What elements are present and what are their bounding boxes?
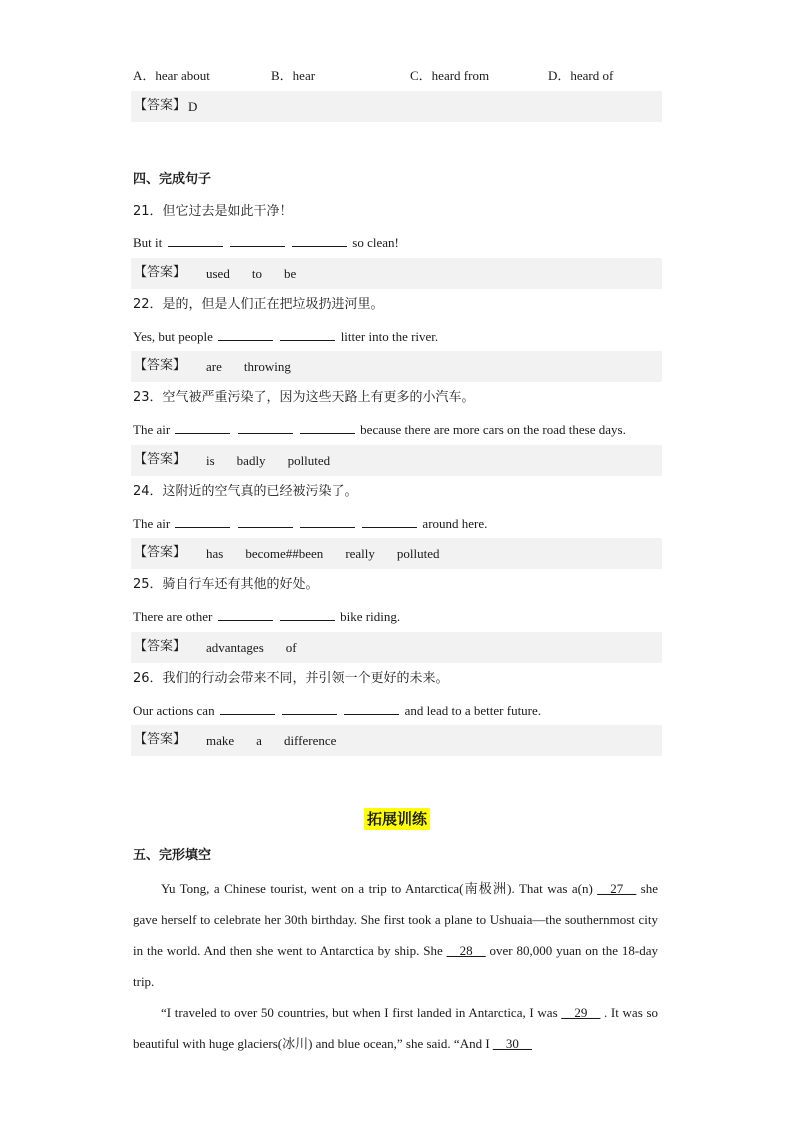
section-title: 五、完形填空 bbox=[133, 848, 212, 863]
answer-box bbox=[131, 91, 662, 122]
blank bbox=[280, 607, 335, 621]
answer-values: are throwing bbox=[206, 359, 291, 374]
answer-label: 【答案】 bbox=[134, 639, 187, 654]
section-banner: 拓展训练 bbox=[364, 808, 430, 830]
blank bbox=[218, 327, 273, 341]
blank bbox=[362, 514, 417, 528]
blank bbox=[238, 514, 293, 528]
question-prompt: 23．空气被严重污染了，因为这些天路上有更多的小汽车。 bbox=[133, 390, 475, 405]
blank bbox=[344, 701, 399, 715]
blank bbox=[300, 514, 355, 528]
answer-box bbox=[131, 538, 662, 569]
question-sentence: But it so clean! bbox=[133, 235, 399, 250]
question-prompt: 25．骑自行车还有其他的好处。 bbox=[133, 577, 319, 592]
question-sentence: Our actions can and lead to a better future. bbox=[133, 703, 542, 718]
option-d: D．heard of bbox=[548, 68, 614, 83]
answer-value: D bbox=[188, 99, 198, 114]
question-prompt: 26．我们的行动会带来不同，并引领一个更好的未来。 bbox=[133, 671, 449, 686]
blank bbox=[230, 233, 285, 247]
question-sentence: Yes, but people litter into the river. bbox=[133, 329, 439, 344]
cloze-paragraph: Yu Tong, a Chinese tourist, went on a trip to Antarctica(南极洲). That was a(n) __27__ she gave herself to celebrate her 30th birthday. She first took a plane to Ushuaia—the southernmost city in the world. And then she went to Antarctica by ship. She __28__ over 80,000 yuan on the 18-day trip. bbox=[133, 881, 658, 989]
answer-box bbox=[131, 632, 662, 663]
blank-29: __29__ bbox=[561, 1005, 601, 1020]
question-prompt: 21．但它过去是如此干净！ bbox=[133, 204, 293, 219]
answer-box bbox=[131, 445, 662, 476]
answer-label: 【答案】 bbox=[134, 732, 187, 747]
option-b: B．hear bbox=[271, 68, 316, 83]
question-sentence: There are other bike riding. bbox=[133, 609, 401, 624]
answer-label: 【答案】 bbox=[134, 452, 187, 467]
blank-27: __27__ bbox=[597, 881, 637, 896]
blank bbox=[175, 514, 230, 528]
blank bbox=[238, 420, 293, 434]
section-title: 四、完成句子 bbox=[133, 172, 212, 187]
option-a: A．hear about bbox=[133, 68, 210, 83]
blank bbox=[280, 327, 335, 341]
answer-values: has become##been really polluted bbox=[206, 546, 440, 561]
answer-values: make a difference bbox=[206, 733, 337, 748]
question-prompt: 24．这附近的空气真的已经被污染了。 bbox=[133, 484, 358, 499]
question-prompt: 22．是的，但是人们正在把垃圾扔进河里。 bbox=[133, 297, 384, 312]
answer-label: 【答案】 bbox=[134, 545, 187, 560]
blank bbox=[218, 607, 273, 621]
blank-30: __30__ bbox=[492, 1036, 532, 1051]
answer-values: is badly polluted bbox=[206, 453, 331, 468]
blank bbox=[220, 701, 275, 715]
cloze-paragraph: “I traveled to over 50 countries, but when I first landed in Antarctica, I was __29__ . It was so beautiful with huge glaciers(冰川) and blue ocean,” she said. “And I __30__ bbox=[133, 1005, 659, 1051]
question-sentence: The air around here. bbox=[133, 516, 488, 531]
answer-box bbox=[131, 351, 662, 382]
question-sentence: The air because there are more cars on the road these days. bbox=[133, 422, 626, 437]
blank bbox=[168, 233, 223, 247]
blank bbox=[282, 701, 337, 715]
blank-28: __28__ bbox=[446, 943, 486, 958]
answer-label: 【答案】 bbox=[134, 265, 187, 280]
blank bbox=[292, 233, 347, 247]
answer-values: advantages of bbox=[206, 640, 297, 655]
answer-box bbox=[131, 258, 662, 289]
blank bbox=[175, 420, 230, 434]
blank bbox=[300, 420, 355, 434]
answer-label: 【答案】 bbox=[134, 98, 187, 113]
answer-values: used to be bbox=[206, 266, 297, 281]
answer-label: 【答案】 bbox=[134, 358, 187, 373]
q20-options bbox=[133, 67, 663, 85]
option-c: C．heard from bbox=[410, 68, 490, 83]
answer-box bbox=[131, 725, 662, 756]
